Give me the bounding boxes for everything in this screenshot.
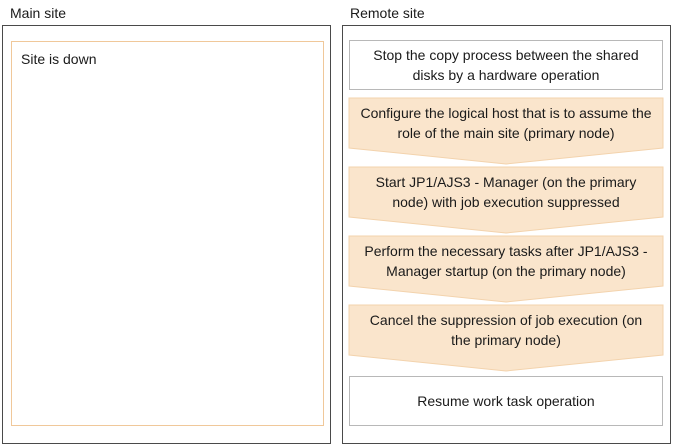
step-1-text: Stop the copy process between the shared disks by a hardware operation xyxy=(373,47,639,83)
step-3 xyxy=(349,167,663,217)
remote-site-label: Remote site xyxy=(350,5,425,21)
step-4 xyxy=(349,236,663,286)
step-5 xyxy=(349,305,663,355)
step-2-text: Configure the logical host that is to assume the role of the main site (primary node) xyxy=(360,105,652,141)
step-6-text: Resume work task operation xyxy=(417,393,595,409)
step-5-text: Cancel the suppression of job execution (on the primary node) xyxy=(369,312,643,348)
step-3-text: Start JP1/AJS3 - Manager (on the primary node) with job execution suppressed xyxy=(375,174,637,210)
main-site-label: Main site xyxy=(10,5,67,21)
step-6 xyxy=(349,376,663,426)
step-2 xyxy=(349,98,663,148)
site-down-text: Site is down xyxy=(21,51,97,67)
step-1 xyxy=(349,40,663,90)
step-4-text: Perform the necessary tasks after JP1/AJS3 - Manager startup (on the primary node) xyxy=(364,243,648,279)
